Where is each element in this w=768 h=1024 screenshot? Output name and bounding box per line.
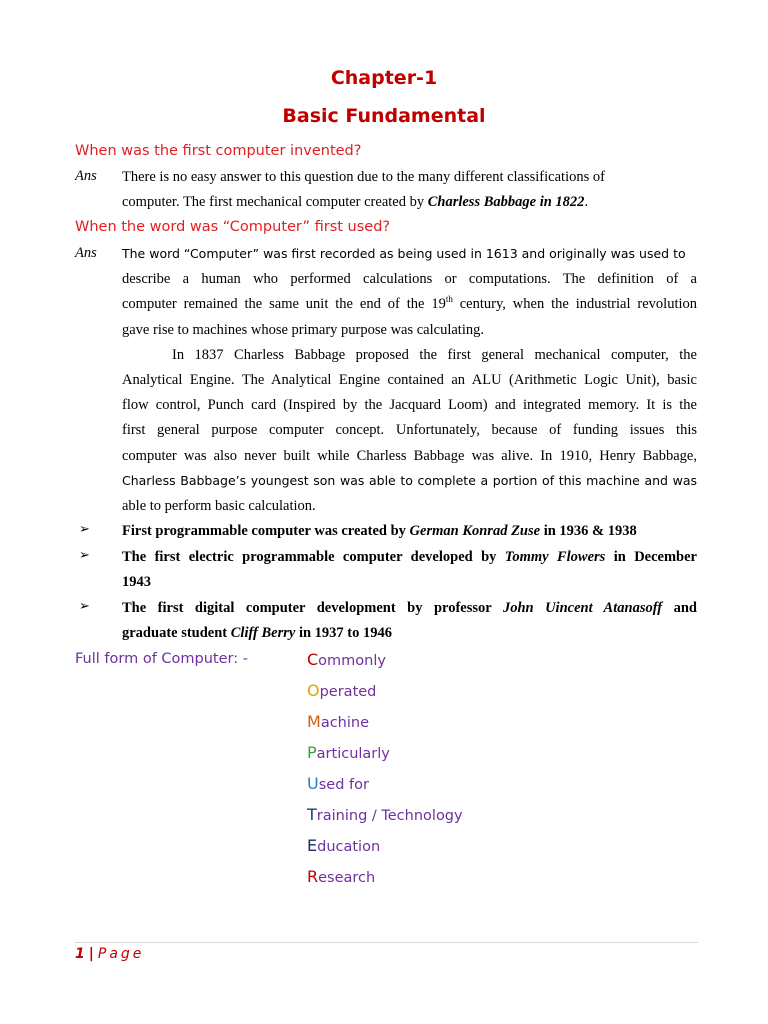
q2-line-1: The word “Computer” was first recorded as being used in 1613 and originally was used to [122,246,686,261]
q2-para2-line-6: Charless Babbage’s youngest son was able to complete a portion of this machine and was [122,473,697,488]
answer-label-1: Ans [75,168,97,184]
bullet-arrow-icon: ➢ [79,548,90,563]
acronym-item: Training / Technology [307,805,463,824]
q2-line-3: computer remained the same unit the end of the 19th century, when the industrial revolution [122,294,698,312]
bullet-2-line-2: 1943 [122,574,151,590]
q2-line-4: gave rise to machines whose primary purpose was calculating. [122,322,484,338]
q2-para2-line-1: In 1837 Charless Babbage proposed the first general mechanical computer, the [172,347,697,363]
bullet-2: The first electric programmable computer developed by Tommy Flowers in December [122,549,697,565]
q2-para2-line-3: flow control, Punch card (Inspired by the Jacquard Loom) and integrated memory. It is the [122,397,697,413]
q1-line-1: There is no easy answer to this question due to the many different classifications of [122,169,605,185]
acronym-item: Research [307,867,376,886]
q2-para2-line-2: Analytical Engine. The Analytical Engine contained an ALU (Arithmetic Logic Unit), basic [122,372,697,388]
bullet-3-line-2: graduate student Cliff Berry in 1937 to 1946 [122,625,393,641]
page-title: Basic Fundamental [282,105,486,127]
bullet-arrow-icon: ➢ [79,522,90,537]
acronym-item: Particularly [307,743,390,762]
q1-line-2: computer. The first mechanical computer created by Charless Babbage in 1822. [122,194,589,210]
acronym-item: Used for [307,774,369,793]
footer-divider [75,942,698,943]
question-2: When the word was “Computer” first used? [75,219,391,235]
question-1: When was the first computer invented? [75,143,362,159]
acronym-item: Machine [307,712,369,731]
q2-line-2: describe a human who performed calculations or computations. The definition of a [122,271,697,287]
bullet-1: First programmable computer was created by German Konrad Zuse in 1936 & 1938 [122,523,637,539]
q2-para2-line-4: first general purpose computer concept. Unfortunately, because of funding issues this [122,422,697,438]
bullet-arrow-icon: ➢ [79,599,90,614]
chapter-heading: Chapter-1 [330,67,438,89]
acronym-item: Operated [307,681,377,700]
acronym-item: Commonly [307,650,386,669]
page-footer: 1 | Page [75,946,145,962]
answer-label-2: Ans [75,245,97,261]
acronym-item: Education [307,836,381,855]
bullet-3: The first digital computer development by professor John Uincent Atanasoff and [122,600,697,616]
q2-para2-line-5: computer was also never built while Charless Babbage was alive. In 1910, Henry Babbage, [122,448,697,464]
fullform-label: Full form of Computer: - [75,651,248,667]
q2-para2-line-7: able to perform basic calculation. [122,498,316,514]
